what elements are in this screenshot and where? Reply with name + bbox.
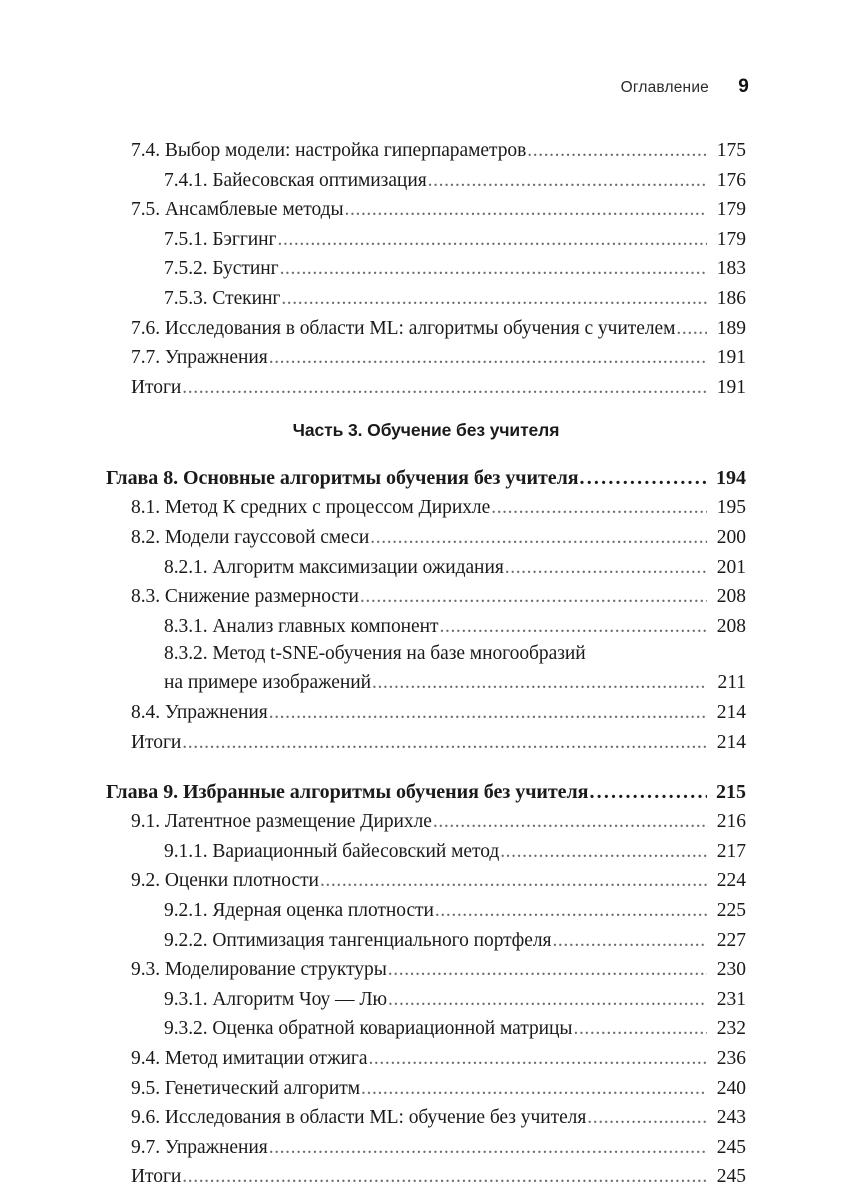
- dot-leader: [269, 1141, 707, 1157]
- toc-entry-label: 7.4. Выбор модели: настройка гиперпараметров: [131, 140, 527, 162]
- toc-entry[interactable]: [106, 1039, 746, 1069]
- toc-entry-label: 8.2. Модели гауссовой смеси: [131, 527, 370, 549]
- toc-entry-page-number: 217: [716, 840, 746, 862]
- toc-entry-page-number: 191: [716, 347, 746, 369]
- dot-leader: [527, 145, 707, 161]
- toc-entry-page-number: 175: [716, 140, 746, 162]
- toc-entry-label: 7.4.1. Байесовская оптимизация: [164, 169, 427, 191]
- toc-entry[interactable]: [106, 861, 746, 891]
- toc-chapter-entry[interactable]: [106, 454, 746, 488]
- dot-leader: [281, 293, 707, 309]
- toc-entry-label: 7.5.3. Стекинг: [164, 288, 281, 310]
- toc-entry-label: Итоги: [131, 376, 182, 398]
- toc-entry-label: 9.4. Метод имитации отжига: [131, 1047, 368, 1069]
- dot-leader: [676, 322, 707, 338]
- running-head: [0, 76, 749, 98]
- toc-entry[interactable]: [106, 1009, 746, 1039]
- toc-entry-page-number: 240: [716, 1077, 746, 1099]
- toc-entry-page-number: 176: [716, 169, 746, 191]
- dot-leader: [573, 1023, 707, 1039]
- toc-entry[interactable]: [106, 693, 746, 723]
- toc-entry-label: 8.3. Снижение размерности: [131, 586, 359, 608]
- dot-leader: [361, 1082, 707, 1098]
- toc-entry[interactable]: [106, 1098, 746, 1128]
- toc-entry[interactable]: [106, 220, 746, 250]
- dot-leader: [388, 964, 707, 980]
- toc-entry-page-number: 201: [716, 556, 746, 578]
- toc-entry-label: 9.2.2. Оптимизация тангенциального портфеля: [164, 929, 552, 951]
- toc-entry-page-number: 214: [716, 702, 746, 723]
- toc-entry-page-number: 186: [716, 288, 746, 310]
- dot-leader: [370, 532, 707, 548]
- dot-leader: [182, 1171, 707, 1187]
- dot-leader: [388, 993, 707, 1009]
- toc-entry[interactable]: [106, 802, 746, 832]
- toc-entry-label: 9.5. Генетический алгоритм: [131, 1077, 361, 1099]
- toc-entry-label: 7.5. Ансамблевые методы: [131, 199, 344, 221]
- dot-leader: [368, 1052, 707, 1068]
- toc-entry-page-number: 243: [716, 1107, 746, 1129]
- toc-entry-label: Итоги: [131, 1166, 182, 1188]
- toc-entry[interactable]: [106, 920, 746, 950]
- toc-entry-label: 9.2. Оценки плотности: [131, 870, 319, 892]
- toc-entry[interactable]: [106, 249, 746, 279]
- toc-entry[interactable]: [106, 636, 746, 663]
- dot-leader: [552, 934, 707, 950]
- toc-entry-page-number: 215: [716, 781, 746, 804]
- toc-entry-page-number: 214: [716, 731, 746, 753]
- dot-leader: [589, 786, 707, 802]
- dot-leader: [182, 381, 707, 397]
- toc-entry[interactable]: [106, 368, 746, 398]
- toc-entry-label: 9.3.1. Алгоритм Чоу — Лю: [164, 988, 388, 1010]
- toc-entry-page-number: 236: [716, 1047, 746, 1069]
- toc-entry-label: 7.5.1. Бэггинг: [164, 228, 277, 250]
- dot-leader: [269, 707, 707, 723]
- toc-entry[interactable]: [106, 338, 746, 368]
- dot-leader: [280, 263, 707, 279]
- toc-entry-label: на примере изображений: [164, 672, 372, 694]
- running-head-title: Оглавление: [620, 79, 709, 96]
- dot-leader: [440, 620, 708, 636]
- dot-leader: [372, 677, 707, 693]
- toc-entry-page-number: 216: [716, 811, 746, 833]
- dot-leader: [500, 845, 707, 861]
- dot-leader: [580, 472, 707, 488]
- toc-entry[interactable]: [106, 577, 746, 607]
- running-head-folio: 9: [738, 76, 749, 97]
- toc-entry[interactable]: [106, 980, 746, 1010]
- toc-entry-label: 9.6. Исследования в области ML: обучение без учителя: [131, 1107, 587, 1129]
- toc-entry[interactable]: [106, 518, 746, 548]
- toc-entry-label: 9.3.2. Оценка обратной ковариационной матрицы: [164, 1018, 573, 1040]
- toc-entry-page-number: 211: [717, 672, 746, 694]
- toc-entry[interactable]: [106, 723, 746, 753]
- toc-entry-page-number: 179: [716, 199, 746, 221]
- toc-entry-page-number: 230: [716, 959, 746, 981]
- dot-leader: [428, 174, 707, 190]
- dot-leader: [182, 736, 707, 752]
- dot-leader: [587, 1112, 707, 1128]
- spacer: [106, 752, 746, 768]
- toc-entry-label: Глава 9. Избранные алгоритмы обучения без учителя: [106, 781, 589, 804]
- toc-entry-label: 7.5.2. Бустинг: [164, 258, 279, 280]
- dot-leader: [491, 502, 707, 518]
- dot-leader: [505, 561, 707, 577]
- toc-entry-page-number: 224: [716, 870, 746, 892]
- toc-entry-page-number: 225: [716, 899, 746, 921]
- toc-entry[interactable]: [106, 607, 746, 637]
- dot-leader: [345, 204, 707, 220]
- toc-entry-page-number: 183: [716, 258, 746, 280]
- toc-entry[interactable]: [106, 488, 746, 518]
- toc-entry-label: 8.4. Упражнения: [131, 702, 268, 723]
- toc-entry[interactable]: [106, 891, 746, 921]
- toc-entry-label: 9.3. Моделирование структуры: [131, 959, 387, 981]
- toc-entry[interactable]: [106, 309, 746, 339]
- toc-entry-label: 9.7. Упражнения: [131, 1136, 268, 1158]
- toc-entry[interactable]: [106, 832, 746, 862]
- toc-entry[interactable]: [106, 279, 746, 309]
- toc-entry[interactable]: [106, 1128, 746, 1158]
- dot-leader: [435, 904, 707, 920]
- toc-entry[interactable]: [106, 1068, 746, 1098]
- toc-entry-page-number: 191: [716, 376, 746, 398]
- toc-entry-label: 8.3.1. Анализ главных компонент: [164, 615, 439, 637]
- spacer: [106, 445, 746, 454]
- toc-entry-label: Итоги: [131, 731, 182, 753]
- toc-entry[interactable]: [106, 1157, 746, 1187]
- toc-entry[interactable]: [106, 131, 746, 161]
- toc-entry-label: 9.1.1. Вариационный байесовский метод: [164, 840, 500, 862]
- part-title: Часть 3. Обучение без учителя: [292, 420, 560, 441]
- toc-entry-label: 9.2.1. Ядерная оценка плотности: [164, 899, 434, 921]
- toc-entry-page-number: 245: [716, 1166, 746, 1188]
- dot-leader: [360, 591, 707, 607]
- toc-entry-page-number: 245: [716, 1136, 746, 1158]
- toc-entry-page-number: 227: [716, 929, 746, 951]
- toc-entry-label: 8.1. Метод К средних с процессом Дирихле: [131, 497, 491, 519]
- toc-entry[interactable]: [106, 161, 746, 191]
- toc-entry-label: Глава 8. Основные алгоритмы обучения без учителя: [106, 467, 579, 490]
- dot-leader: [269, 352, 707, 368]
- toc-entry-page-number: 232: [716, 1018, 746, 1040]
- toc-entry-page-number: 208: [716, 586, 746, 608]
- toc-entry-page-number: 194: [716, 467, 746, 490]
- table-of-contents: [106, 131, 746, 1187]
- toc-entry-page-number: 208: [716, 615, 746, 637]
- toc-entry[interactable]: [106, 950, 746, 980]
- toc-chapter-entry[interactable]: [106, 768, 746, 802]
- toc-entry[interactable]: [106, 190, 746, 220]
- toc-entry-page-number: 189: [716, 317, 746, 339]
- toc-entry-page-number: 200: [716, 527, 746, 549]
- toc-entry-label: 8.2.1. Алгоритм максимизации ожидания: [164, 556, 504, 578]
- dot-leader: [433, 816, 707, 832]
- toc-entry-page-number: 231: [716, 988, 746, 1010]
- toc-entry[interactable]: [106, 663, 746, 693]
- spacer: [106, 397, 746, 415]
- toc-entry-page-number: 179: [716, 228, 746, 250]
- dot-leader: [320, 875, 707, 891]
- toc-entry[interactable]: [106, 548, 746, 578]
- toc-entry-label: 7.6. Исследования в области ML: алгоритмы обучения с учителем: [131, 317, 676, 339]
- toc-entry-label: 8.3.2. Метод t-SNE-обучения на базе многообразий: [164, 642, 586, 664]
- toc-entry-label: 7.7. Упражнения: [131, 347, 268, 369]
- dot-leader: [277, 233, 707, 249]
- toc-entry-page-number: 195: [716, 497, 746, 519]
- toc-entry-label: 9.1. Латентное размещение Дирихле: [131, 811, 432, 833]
